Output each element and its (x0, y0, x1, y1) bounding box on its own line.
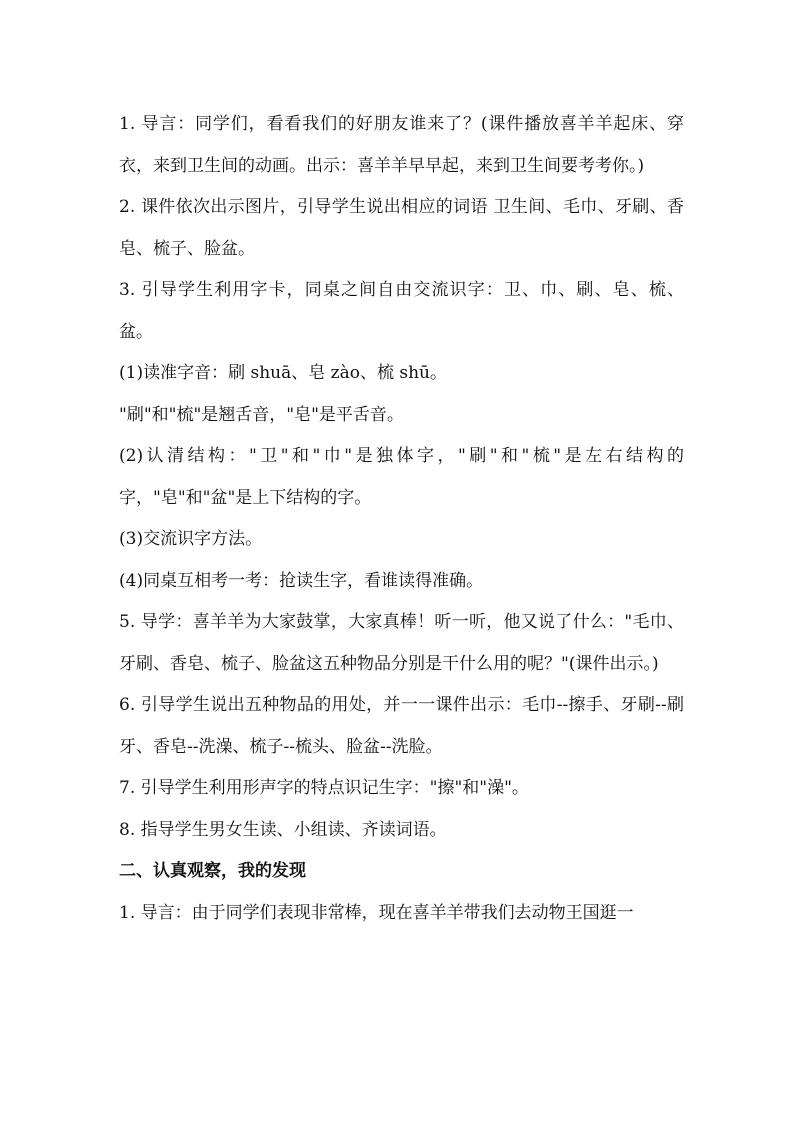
document-page (119, 104, 684, 934)
paragraph-intro: 1. 导言：同学们，看看我们的好朋友谁来了？(课件播放喜羊羊起床、穿衣，来到卫生间的动画。出示：喜羊羊早早起，来到卫生间要考考你。) (119, 114, 684, 176)
paragraph-methods: (3)交流识字方法。 (119, 529, 263, 549)
paragraph-uses: 6. 引导学生说出五种物品的用处，并一一课件出示：毛巾--擦手、牙刷--刷牙、香皂--洗澡、梳子--梳头、脸盆--洗脸。 (119, 695, 684, 757)
paragraph-pronunciation: (1)读准字音：刷 shuā、皂 zào、梳 shū。 (119, 363, 447, 383)
paragraph-tongue-sounds: "刷"和"梳"是翘舌音，"皂"是平舌音。 (119, 404, 404, 425)
paragraph-show-pictures: 2. 课件依次出示图片，引导学生说出相应的词语 卫生间、毛巾、牙刷、香皂、梳子、脸盆。 (119, 197, 684, 259)
paragraph-word-cards: 3. 引导学生利用字卡，同桌之间自由交流识字：卫、巾、刷、皂、梳、盆。 (119, 280, 684, 342)
paragraph-guide: 5. 导学：喜羊羊为大家鼓掌，大家真棒！听一听，他又说了什么："毛巾、牙刷、香皂、梳子、脸盆这五种物品分别是干什么用的呢？"(课件出示。) (119, 612, 684, 674)
paragraph-zoo-intro: 1. 导言：由于同学们表现非常棒，现在喜羊羊带我们去动物王国逛一 (119, 902, 634, 923)
paragraph-structure: (2)认清结构："卫"和"巾"是独体字，"刷"和"梳"是左右结构的字，"皂"和"盆"是上下结构的字。 (119, 446, 684, 508)
paragraph-phonetic: 7. 引导学生利用形声字的特点识记生字："擦"和"澡"。 (119, 778, 529, 798)
paragraph-quiz: (4)同桌互相考一考：抢读生字，看谁读得准确。 (119, 570, 484, 591)
paragraph-reading: 8. 指导学生男女生读、小组读、齐读词语。 (119, 819, 447, 840)
section-heading: 二、认真观察，我的发现 (119, 861, 306, 881)
